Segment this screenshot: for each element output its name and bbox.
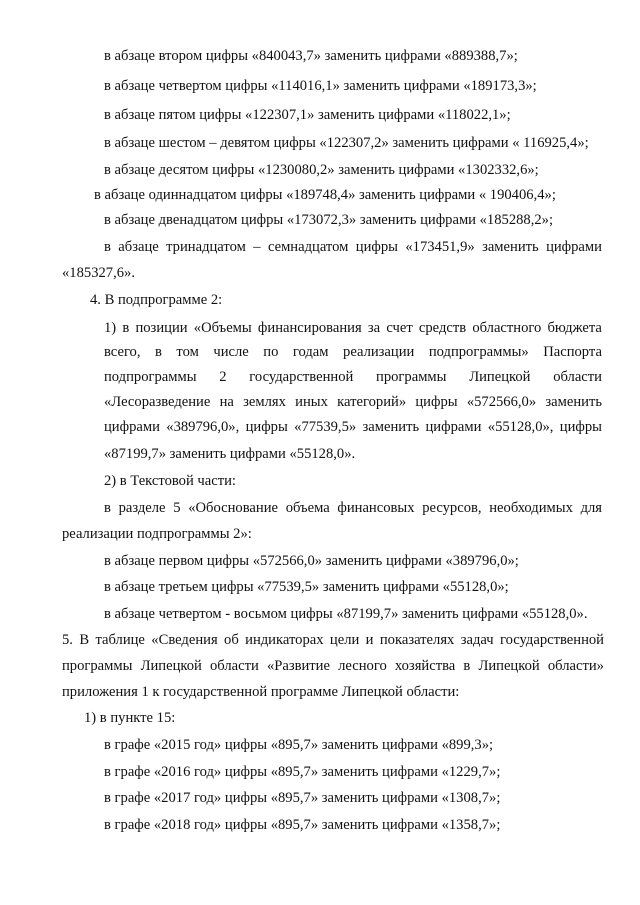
word: землях: [243, 394, 286, 410]
text-line: 1) в пункте 15:: [84, 710, 176, 726]
word: таблице: [95, 632, 145, 648]
word: 5.: [62, 632, 73, 648]
word: лесного: [338, 658, 387, 674]
word: подпрограммы: [104, 369, 197, 385]
word: реализации: [343, 344, 415, 360]
word: объема: [285, 500, 330, 516]
word: 2: [219, 369, 227, 385]
text-line: в графе «2017 год» цифры «895,7» заменить цифрами «1308,7»;: [104, 790, 501, 806]
text-line: в абзаце двенадцатом цифры «173072,3» заменить цифрами «185288,2»;: [104, 212, 554, 228]
word: программы: [62, 658, 133, 674]
word: «173451,9»: [405, 239, 475, 255]
word: том: [176, 344, 199, 360]
word: цифрами: [104, 419, 160, 435]
word: на: [219, 394, 234, 410]
justified-line: [104, 238, 602, 256]
word: в: [122, 320, 130, 336]
justified-line: [104, 343, 602, 361]
word: финансирования: [257, 320, 362, 336]
word: государственной: [499, 632, 604, 648]
word: годам: [292, 344, 329, 360]
word: области: [210, 658, 259, 674]
justified-line: [104, 319, 602, 337]
word: ресурсов,: [422, 500, 482, 516]
word: «Развитие: [266, 658, 330, 674]
word: Липецкой: [478, 658, 540, 674]
word: финансовых: [337, 500, 415, 516]
word: бюджета: [547, 320, 602, 336]
justified-line: [104, 499, 602, 517]
text-line: в абзаце втором цифры «840043,7» заменить цифрами «889388,7»;: [104, 48, 518, 64]
word: цифрами: [546, 239, 602, 255]
text-line: «185327,6».: [62, 265, 135, 281]
word: «Сведения: [151, 632, 218, 648]
text-line: 4. В подпрограмме 2:: [90, 292, 223, 308]
text-line: «87199,7» заменить цифрами «55128,0».: [104, 446, 356, 462]
word: «55128,0»,: [487, 419, 554, 435]
word: в: [463, 658, 471, 674]
justified-line: [62, 657, 604, 675]
word: семнадцатом: [267, 239, 349, 255]
word: «Обоснование: [188, 500, 278, 516]
word: хозяйства: [394, 658, 456, 674]
word: всего,: [104, 344, 141, 360]
text-line: в абзаце четвертом цифры «114016,1» заменить цифрами «189173,3»;: [104, 78, 537, 94]
text-line: в графе «2018 год» цифры «895,7» заменить цифрами «1358,7»;: [104, 817, 501, 833]
word: для: [580, 500, 602, 516]
word: средств: [418, 320, 467, 336]
text-line: в графе «2016 год» цифры «895,7» заменить цифрами «1229,7»;: [104, 764, 501, 780]
word: иных: [295, 394, 328, 410]
word: задач: [460, 632, 494, 648]
text-line: в абзаце одиннадцатом цифры «189748,4» заменить цифрами « 190406,4»;: [94, 187, 556, 203]
word: «Объемы: [193, 320, 252, 336]
word: государственной: [249, 369, 354, 385]
word: Паспорта: [543, 344, 602, 360]
word: за: [367, 320, 381, 336]
word: цели: [329, 632, 360, 648]
word: области: [553, 369, 602, 385]
word: Липецкой: [140, 658, 202, 674]
word: заменить: [362, 419, 420, 435]
word: абзаце: [118, 239, 159, 255]
word: цифры: [559, 419, 602, 435]
word: цифры: [355, 239, 398, 255]
word: программы: [376, 369, 447, 385]
word: заменить: [482, 239, 539, 255]
word: и: [365, 632, 374, 648]
word: об: [224, 632, 239, 648]
word: областного: [472, 320, 542, 336]
text-line: в абзаце четвертом - восьмом цифры «87199,7» заменить цифрами «55128,0».: [104, 606, 588, 622]
word: индикаторах: [245, 632, 324, 648]
text-line: в абзаце шестом – девятом цифры «122307,2» заменить цифрами « 116925,4»;: [104, 135, 589, 151]
word: цифры: [415, 394, 458, 410]
word: в: [155, 344, 162, 360]
text-line: реализации подпрограммы 2»:: [62, 526, 252, 542]
word: В: [79, 632, 90, 648]
word: позиции: [135, 320, 188, 336]
text-line: приложения 1 к государственной программе Липецкой области:: [62, 684, 460, 700]
text-line: 2) в Текстовой части:: [104, 473, 236, 489]
word: 5: [173, 500, 181, 516]
text-line: в абзаце десятом цифры «1230080,2» заменить цифрами «1302332,6»;: [104, 162, 539, 178]
word: цифры: [245, 419, 288, 435]
word: цифрами: [425, 419, 482, 435]
word: подпрограммы»: [428, 344, 529, 360]
text-line: в абзаце третьем цифры «77539,5» заменить цифрами «55128,0»;: [104, 579, 509, 595]
word: заменить: [545, 394, 602, 410]
justified-line: [62, 631, 604, 649]
word: числе: [213, 344, 249, 360]
justified-line: [104, 393, 602, 411]
word: категорий»: [337, 394, 407, 410]
word: «572566,0»: [466, 394, 537, 410]
justified-line: [104, 418, 602, 436]
word: области»: [547, 658, 604, 674]
text-line: в абзаце пятом цифры «122307,1» заменить цифрами «118022,1»;: [104, 107, 511, 123]
word: «77539,5»: [294, 419, 357, 435]
word: –: [253, 239, 261, 255]
word: в: [104, 239, 111, 255]
text-line: в абзаце первом цифры «572566,0» заменить цифрами «389796,0»;: [104, 553, 519, 569]
word: «Лесоразведение: [104, 394, 211, 410]
word: в: [104, 500, 111, 516]
word: счет: [386, 320, 413, 336]
word: тринадцатом: [166, 239, 246, 255]
word: «389796,0»,: [166, 419, 240, 435]
word: Липецкой: [469, 369, 531, 385]
word: необходимых: [489, 500, 573, 516]
word: разделе: [118, 500, 166, 516]
text-line: в графе «2015 год» цифры «895,7» заменить цифрами «899,3»;: [104, 737, 494, 753]
word: по: [263, 344, 279, 360]
word: показателях: [379, 632, 455, 648]
justified-line: [104, 368, 602, 386]
word: 1): [104, 320, 117, 336]
